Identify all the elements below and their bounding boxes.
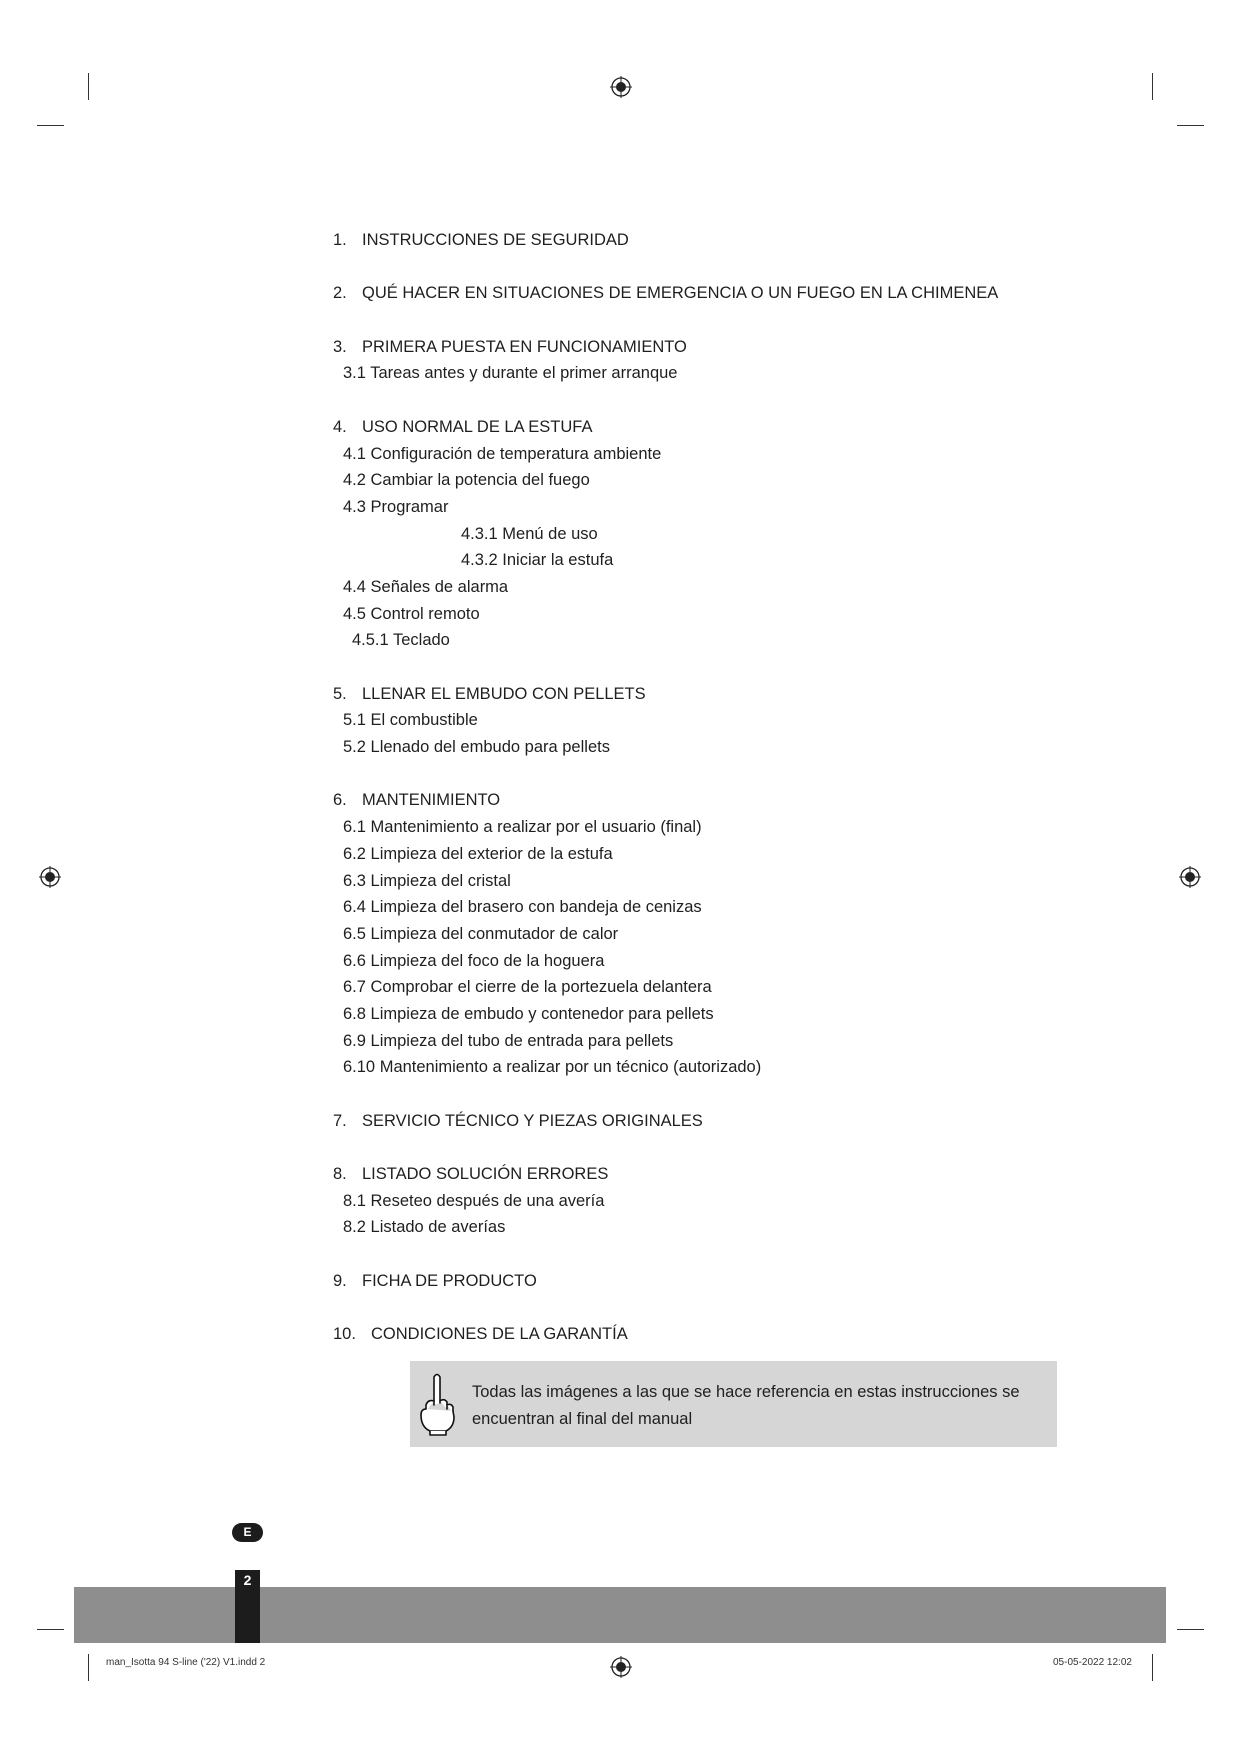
toc-section [333,894,1133,921]
toc-entry-text: 4.4 Señales de alarma [343,577,509,596]
toc-entry-text: 6.1 Mantenimiento a realizar por el usuario (final) [343,818,702,837]
toc-entry-text: 5.1 El combustible [343,711,478,730]
toc-entry-text: 6.6 Limpieza del foco de la hoguera [343,951,605,970]
registration-mark-bottom-icon [610,1656,632,1678]
toc-entry-text: SERVICIO TÉCNICO Y PIEZAS ORIGINALES [362,1111,703,1130]
toc-section [333,1054,1133,1081]
toc-entry-text: 8.2 Listado de averías [343,1218,506,1237]
toc-entry-text: 8.1 Reseteo después de una avería [343,1191,605,1210]
toc-section [333,467,1133,494]
toc-entry-text: 3.1 Tareas antes y durante el primer arranque [343,364,678,383]
crop-mark-top-right-h [1177,125,1204,126]
toc-section [333,921,1133,948]
toc-gap [333,1134,1133,1161]
toc-section [333,1028,1133,1055]
toc-section [333,1188,1133,1215]
toc-entry-text: 4.5.1 Teclado [352,631,450,650]
toc-chapter [333,681,1133,708]
toc-entry-text: 5.2 Llenado del embudo para pellets [343,738,610,757]
toc-gap [333,1241,1133,1268]
crop-mark-top-right-v [1152,73,1153,100]
toc-chapter [333,280,1133,307]
crop-mark-top-left-v [88,73,89,100]
toc-section [333,494,1133,521]
toc-section [333,627,1133,654]
toc-chapter-number: 6. [333,791,347,810]
toc-entry-text: 6.8 Limpieza de embudo y contenedor para pellets [343,1004,714,1023]
toc-section [333,521,1133,548]
toc-chapter [333,227,1133,254]
pointing-hand-icon [416,1371,458,1437]
toc-entry-text: 6.4 Limpieza del brasero con bandeja de cenizas [343,898,702,917]
toc-entry-text: LISTADO SOLUCIÓN ERRORES [362,1165,609,1184]
toc-section [333,601,1133,628]
toc-entry-text: 4.3.1 Menú de uso [461,524,598,543]
slug-file-name: man_Isotta 94 S-line ('22) V1.indd 2 [106,1657,266,1668]
toc-chapter-number: 4. [333,417,347,436]
toc-entry-text: 6.2 Limpieza del exterior de la estufa [343,844,613,863]
crop-mark-bottom-left-v [88,1654,89,1681]
toc-entry-text: QUÉ HACER EN SITUACIONES DE EMERGENCIA O UN FUEGO EN LA CHIMENEA [362,284,999,303]
toc-chapter [333,334,1133,361]
toc-entry-text: 6.3 Limpieza del cristal [343,871,511,890]
toc-entry-text: 6.7 Comprobar el cierre de la portezuela delantera [343,978,712,997]
toc-section [333,574,1133,601]
toc-chapter-number: 10. [333,1325,356,1344]
toc-chapter [333,1268,1133,1295]
table-of-contents [333,227,1133,1348]
toc-chapter-number: 7. [333,1111,347,1130]
toc-chapter-number: 9. [333,1271,347,1290]
slug-datetime: 05-05-2022 12:02 [1053,1657,1132,1668]
toc-gap [333,387,1133,414]
language-badge: E [232,1523,263,1542]
toc-entry-text: INSTRUCCIONES DE SEGURIDAD [362,231,629,249]
crop-mark-bottom-right-h [1177,1629,1204,1630]
toc-section [333,547,1133,574]
toc-chapter [333,1161,1133,1188]
toc-entry-text: CONDICIONES DE LA GARANTÍA [371,1325,628,1344]
note-text: Todas las imágenes a las que se hace referencia en estas instrucciones se encuentran al final del manual [472,1383,1020,1428]
toc-gap [333,654,1133,681]
toc-entry-text: 4.3.2 Iniciar la estufa [461,551,614,570]
toc-entry-text: 4.3 Programar [343,497,449,516]
toc-entry-text: LLENAR EL EMBUDO CON PELLETS [362,684,646,703]
toc-chapter-number: 5. [333,684,347,703]
toc-section [333,868,1133,895]
toc-gap [333,254,1133,281]
toc-section [333,707,1133,734]
page-number: 2 [235,1570,260,1643]
toc-entry-text: 6.5 Limpieza del conmutador de calor [343,924,619,943]
toc-entry-text: 4.5 Control remoto [343,604,480,623]
toc-section [333,841,1133,868]
toc-entry-text: USO NORMAL DE LA ESTUFA [362,417,593,436]
toc-gap [333,307,1133,334]
crop-mark-top-left-h [37,125,64,126]
toc-chapter [333,787,1133,814]
toc-section [333,948,1133,975]
note-box [410,1361,1057,1447]
toc-chapter-number: 3. [333,337,347,356]
toc-chapter [333,414,1133,441]
toc-gap [333,761,1133,788]
toc-section [333,441,1133,468]
registration-mark-top-icon [610,76,632,98]
toc-section [333,974,1133,1001]
toc-entry-text: 4.1 Configuración de temperatura ambiente [343,444,662,463]
toc-section [333,1214,1133,1241]
toc-chapter [333,1108,1133,1135]
toc-section [333,360,1133,387]
toc-gap [333,1081,1133,1108]
toc-section [333,734,1133,761]
toc-gap [333,1295,1133,1322]
toc-section [333,814,1133,841]
registration-mark-left-icon [39,866,61,888]
toc-entry-text: PRIMERA PUESTA EN FUNCIONAMIENTO [362,337,687,356]
toc-entry-text: FICHA DE PRODUCTO [362,1271,537,1290]
toc-entry-text: 6.10 Mantenimiento a realizar por un técnico (autorizado) [343,1058,762,1077]
crop-mark-bottom-right-v [1152,1654,1153,1681]
registration-mark-right-icon [1179,866,1201,888]
toc-section [333,1001,1133,1028]
toc-entry-text: 6.9 Limpieza del tubo de entrada para pellets [343,1031,674,1050]
crop-mark-bottom-left-h [37,1629,64,1630]
toc-chapter-number: 8. [333,1165,347,1184]
toc-entry-text: 4.2 Cambiar la potencia del fuego [343,471,590,490]
toc-chapter-number: 2. [333,284,347,303]
toc-chapter-number: 1. [333,231,347,249]
toc-entry-text: MANTENIMIENTO [362,791,501,810]
toc-chapter [333,1321,1133,1348]
